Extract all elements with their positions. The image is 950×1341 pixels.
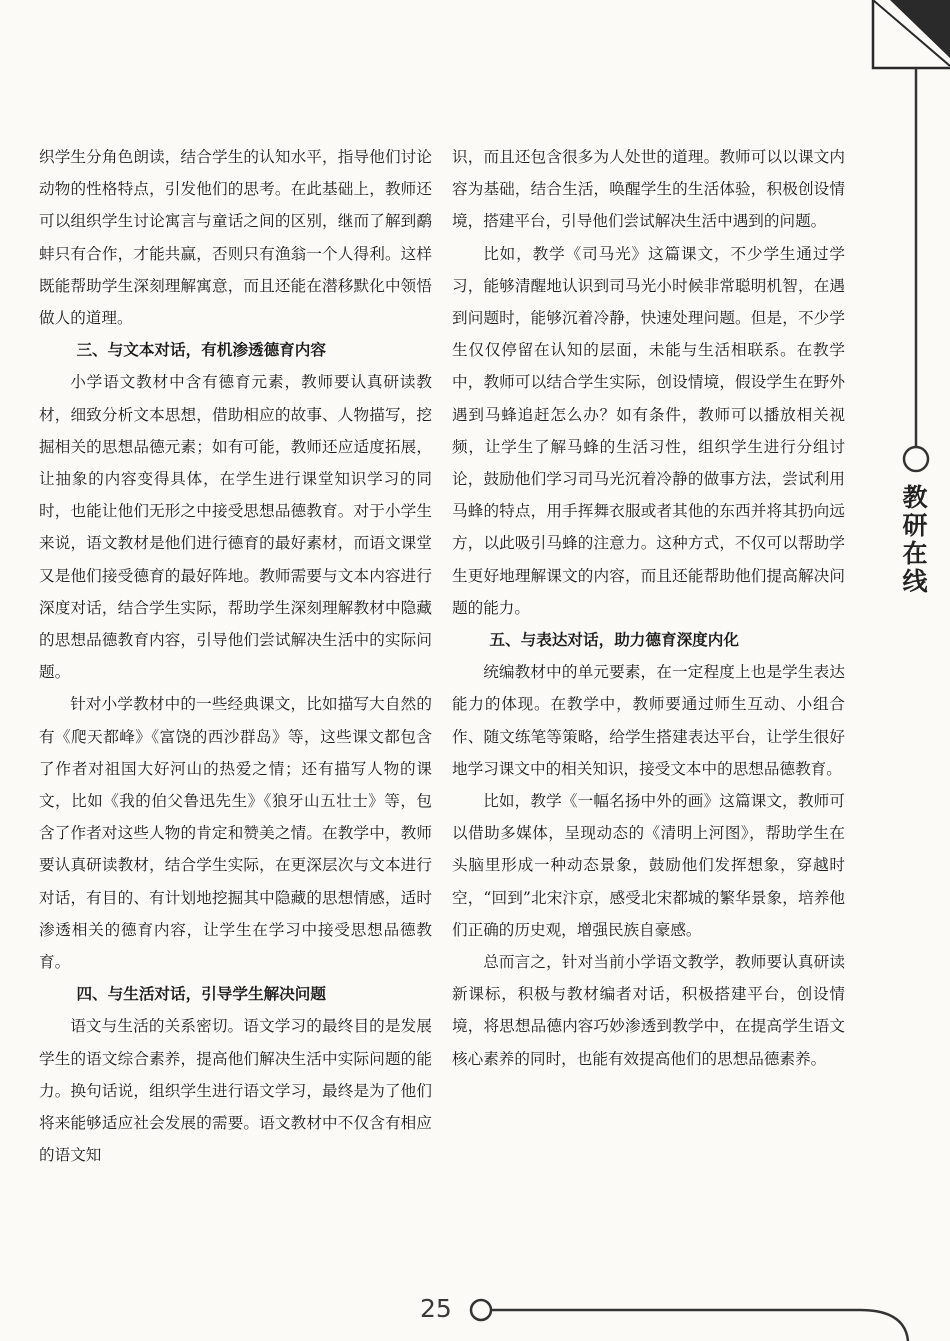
corner-fold-dark [890,0,950,58]
page-number: 25 [420,1294,452,1323]
paragraph: 针对小学教材中的一些经典课文，比如描写大自然的有《爬天都峰》《富饶的西沙群岛》等，这些课文都包含了作者对祖国大好河山的热爱之情；还有描写人物的课文，比如《我的伯父鲁迅先生》《狼牙山五壮士》等，包含了作者对这些人物的肯定和赞美之情。在教学中，教师要认真研读教材，结合学生实际，在更深层次与文本进行对话，有目的、有计划地挖掘其中隐藏的思想情感，适时渗透相关的德育内容，让学生在学习中接受思想品德教育。 [39,695,432,972]
paragraph: 比如，教学《司马光》这篇课文，不少学生通过学习，能够清醒地认识到司马光小时候非常聪明机智，在遇到问题时，能够沉着冷静，快速处理问题。但是，不少学生仅仅停留在认知的层面，未能与生活相联系。在教学中，教师可以结合学生实际，创设情境，假设学生在野外遇到马蜂追赶怎么办？如有条件，教师可以播放相关视频，让学生了解马蜂的生活习性，组织学生进行分组讨论，鼓励他们学习司马光沉着冷静的做事方法，尝试利用马蜂的特点，用手挥舞衣服或者其他的东西并将其扔向远方，以此吸引马蜂的注意力。这种方式，不仅可以帮助学生更好地理解课文的内容，而且还能帮助他们提高解决问题的能力。 [452,244,845,617]
left-column [39,141,432,1172]
paragraph: 识，而且还包含很多为人处世的道理。教师可以以课文内容为基础，结合生活，唤醒学生的生活体验，积极创设情境，搭建平台，引导他们尝试解决生活中遇到的问题。 [452,148,845,231]
side-rule-circle-icon [904,447,928,471]
paragraph: 总而言之，针对当前小学语文教学，教师要认真研读新课标，积极与教材编者对话，积极搭建平台，创设情境，将思想品德内容巧妙渗透到教学中，在提高学生语文核心素养的同时，也能有效提高他们的思想品德素养。 [452,953,845,1068]
paragraph: 语文与生活的关系密切。语文学习的最终目的是发展学生的语文综合素养，提高他们解决生活中实际问题的能力。换句话说，组织学生进行语文学习，最终是为了他们将来能够适应社会发展的需要。语文教材中不仅含有相应的语文知 [39,1017,432,1165]
footer-circle-icon [471,1300,491,1320]
section-heading-3: 三、与文本对话，有机渗透德育内容 [76,341,326,360]
paragraph: 织学生分角色朗读，结合学生的认知水平，指导他们讨论动物的性格特点，引发他们的思考。在此基础上，教师还可以组织学生讨论寓言与童话之间的区别，继而了解到鹬蚌只有合作，才能共赢，否则只有渔翁一个人得利。这样既能帮助学生深刻理解寓意，而且还能在潜移默化中领悟做人的道理。 [39,148,432,328]
section-heading-5: 五、与表达对话，助力德育深度内化 [489,631,739,650]
paragraph: 比如，教学《一幅名扬中外的画》这篇课文，教师可以借助多媒体，呈现动态的《清明上河图》，帮助学生在头脑里形成一种动态景象，鼓励他们发挥想象，穿越时空，“回到”北宋汴京，感受北宋都城的繁华景象，培养他们正确的历史观，增强民族自豪感。 [452,792,845,939]
section-side-title: 教研在线 [899,484,928,596]
right-column [452,141,845,1075]
paragraph: 小学语文教材中含有德育元素，教师要认真研读教材，细致分析文本思想，借助相应的故事、人物描写，挖掘相关的思想品德元素；如有可能，教师还应适度拓展，让抽象的内容变得具体，在学生进行课堂知识学习的同时，也能让他们无形之中接受思想品德教育。对于小学生来说，语文教材是他们进行德育的最好素材，而语文课堂又是他们接受德育的最好阵地。教师需要与文本内容进行深度对话，结合学生实际，帮助学生深刻理解教材中隐藏的思想品德教育内容，引导他们尝试解决生活中的实际问题。 [39,373,432,682]
paragraph: 统编教材中的单元要素，在一定程度上也是学生表达能力的体现。在教学中，教师要通过师生互动、小组合作、随文练笔等策略，给学生搭建表达平台，让学生很好地学习课文中的相关知识，接受文本中的思想品德教育。 [452,663,845,778]
section-heading-4: 四、与生活对话，引导学生解决问题 [76,985,326,1004]
footer-rule-line [491,1310,908,1341]
